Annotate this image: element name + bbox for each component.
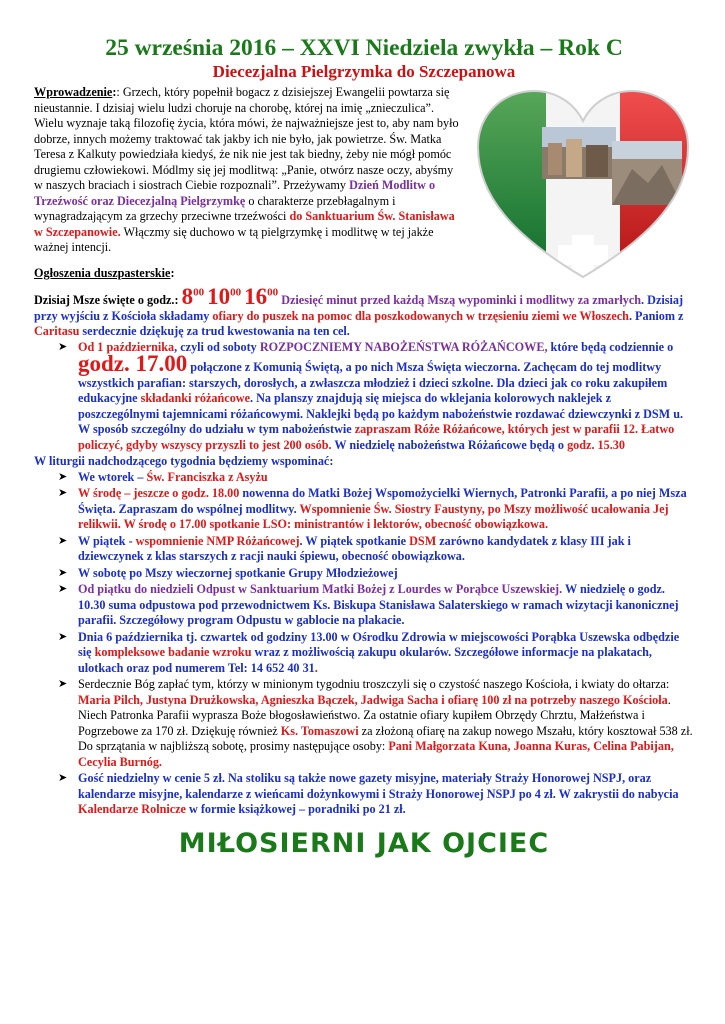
list-item-odpust: ➤ Od piątku do niedzieli Odpust w Sanktuarium Matki Bożej z Lourdes w Porąbce Uszewskiej. W niedzielę o godz. 10.30 suma odpustowa pod przewodnictwem Ks. Biskupa Stanisława Salaterskiego w ramach wizytacji kanonicznej parafii. Szczegółowy program Odpustu w gablocie na plakacie. (58, 582, 679, 627)
mass-time-1: $8^{00}$ (181, 284, 205, 309)
mass-time-3: $16^{00}$ (244, 284, 279, 309)
list-item-saturday: ➤ W sobotę po Mszy wieczornej spotkanie Grupy Młodzieżowej (58, 565, 398, 580)
mass-time-2: $10^{00}$ (207, 284, 242, 309)
intro-text-1: : Grzech, który popełnił bogacz z dzisiejszej Ewangelii powtarza się nieustannie. I dzisiaj wielu ludzi choruje na chorobę, której na imię „znieczulica”. Wielu wyznaje taką filozofię życia, która mówi, że najważniejsze jest to, aby nam było dobrze, innych możemy traktować tak jakby ich nie było, jak powietrze. Św. Matka Teresa z Kalkuty powiedziała kiedyś, że nik nie jest tak biedny, żeby nie mógł pomóc drugiemu człowiekowi. Módlmy się jej modlitwą: „Panie, otwórz nasze oczy, abyśmy w naszych braciach i siostrach Ciebie rozpoznali”. Przeżywamy (34, 85, 459, 192)
arrow-icon: ➤ (58, 772, 68, 784)
list-item-guest: ➤ Gość niedzielny w cenie 5 zł. Na stoliku są także nowe gazety misyjne, materiały Straży Honorowej NSPJ, oraz kalendarze misyjne, kalendarze z wieńcami dożynkowymi i Straży Honorowej NSPJ po 4 zł. W zakrystii do nabycia Kalendarze Rolnicze w formie książkowej – poradniki po 21 zł. (58, 771, 679, 816)
intro-paragraph: Wprowadzenie:: Grzech, który popełnił bogacz z dzisiejszej Ewangelii powtarza się nieustannie. I dzisiaj wielu ludzi choruje na chorobę, której na imię „znieczulica”. Wielu wyznaje taką filozofię życia, która mówi, że najważniejsze jest to, aby nam było dobrze, innych możemy traktować tak jakby ich nie było, jak powietrze. Św. Matka Teresa z Kalkuty powiedziała kiedyś, że nik nie jest tak biedny, żeby nie mógł pomóc drugiemu człowiekowi. Módlmy się jej modlitwą: „Panie, otwórz nasze oczy, abyśmy w naszych braciach i siostrach Ciebie rozpoznali”. Przeżywamy Dzień Modlitw o Trzeźwość oraz Diecezjalną Pielgrzymkę o charakterze przebłagalnym i wynagradzającym za grzechy przeciwne trzeźwości do Sanktuarium Św. Stanisława w Szczepanowie. Włączmy się duchowo w tą pielgrzymkę i modlitwę w tej jakże ważnej intencji. (34, 85, 459, 254)
footer-motto: MIŁOSIERNI JAK OJCIEC (178, 827, 550, 859)
intro-highlight-1: Dzień Modlitw o Trzeźwość oraz Diecezjalną Pielgrzymkę (34, 178, 436, 208)
rosary-time: godz. 17.00 (78, 351, 188, 376)
list-item-wednesday: ➤ W środę – jeszcze o godz. 18.00 nowenna do Matki Bożej Wspomożycielki Wiernych, Patronki Parafii, a po niej Msza Święta. Zapraszam do wspólnej modlitwy. Wspomnienie Św. Siostry Faustyny, po Mszy możliwość ucałowania Jej relikwii. W środę o 17.00 spotkanie LSO: ministrantów i lektorów, obecność obowiązkowa. (58, 486, 687, 531)
arrow-icon: ➤ (58, 340, 68, 353)
list-item-tuesday: ➤ We wtorek – Św. Franciszka z Asyżu (58, 469, 268, 484)
collection-cause: ofiary do puszek na pomoc dla poszkodowanych w trzęsieniu ziemi we Włoszech (212, 308, 629, 323)
arrow-icon: ➤ (58, 566, 68, 579)
italy-heart-image (472, 85, 694, 285)
page-title: 25 września 2016 – XXVI Niedziela zwykła – Rok C (105, 35, 623, 61)
list-item-friday: ➤ W piątek - wspomnienie NMP Różańcowej. W piątek spotkanie DSM zarówno kandydatek z klasy III jak i dziewczynek z klas starszych z racji nauki śpiewu, obecność obowiązkowa. (58, 533, 631, 563)
arrow-icon: ➤ (58, 487, 68, 499)
bulletin-page (34, 34, 694, 859)
mass-times-paragraph: Dzisiaj Msze święte o godz.: $8^{00}$ $10^{00}$ $16^{00}$ Dziesięć minut przed każdą Mszą wypominki i modlitwy za zmarłych. Dzisiaj przy wyjściu z Kościoła składamy ofiary do puszek na pomoc dla poszkodowanych w trzęsieniu ziemi we Włoszech. Paniom z Caritasu serdecznie dziękuję za trud kwestowania na ten cel. (34, 284, 684, 338)
arrow-icon: ➤ (58, 630, 68, 643)
intro-label: Wprowadzenie (34, 85, 113, 99)
announcements-heading: Ogłoszenia duszpasterskie: (34, 265, 175, 280)
list-item-rosary: ➤ Od 1 października, czyli od soboty ROZPOCZNIEMY NABOŻEŃSTWA RÓŻAŃCOWE, które będą codziennie o godz. 17.00 połączone z Komunią Świętą, a po nich Msza Święta wieczorna. Zachęcam do tej modlitwy wszystkich parafian: starszych, dorosłych, a zwłaszcza młodzież i dzieci szkolne. Dla dzieci jak co roku zakupiłem edukacyjne składanki różańcowe. Na planszy znajdują się miejsca do wklejania kolorowych naklejek z poszczególnymi tajemnicami różańcowymi. Naklejki będą po każdym nabożeństwie rozdawać dziewczynki z DSM u. W sposób szczególny do udziału w tym nabożeństwie zapraszam Róże Różańcowe, których jest w parafii 12. Łatwo policzyć, gdyby wszyscy przyszli to jest 200 osób. W niedzielę nabożeństwa Różańcowe będą o godz. 15.30 (58, 339, 684, 452)
list-item-thanks: ➤ Serdecznie Bóg zapłać tym, którzy w minionym tygodniu troszczyli się o czystość naszego Kościoła, i kwiaty do ołtarza: Maria Pilch, Justyna Drużkowska, Agnieszka Bączek, Jadwiga Sacha i ofiarę 100 zł na potrzeby naszego Kościoła. Niech Patronka Parafii wyprasza Boże błogosławieństwo. Za ostatnie ofiary kupiłem Obrzędy Chrztu, Małżeństwa i Pogrzebowe za 170 zł. Dziękuję również Ks. Tomaszowi za złożoną ofiarę na zakup nowego Mszału, który kosztował 538 zł. Do sprzątania w najbliższą sobotę, prosimy następujące osoby: Pani Małgorzata Kuna, Joanna Kuras, Celina Pabijan, Cecylia Burnóg. (58, 677, 693, 769)
week-list (34, 470, 694, 818)
intro-highlight-2: do Sanktuarium Św. Stanisława w Szczepanowie. (34, 209, 455, 239)
arrow-icon: ➤ (58, 583, 68, 595)
intro-text-3: Włączmy się duchowo w tą pielgrzymkę i modlitwę w tej jakże ważnej intencji. (34, 224, 434, 254)
intro-section (34, 85, 694, 256)
page-subtitle: Diecezjalna Pielgrzymka do Szczepanowa (212, 62, 516, 81)
arrow-icon: ➤ (58, 534, 68, 547)
mass-label: Dzisiaj Msze święte o godz.: (34, 293, 179, 307)
mass-note: Dziesięć minut przed każdą Mszą wypominki i modlitwy za zmarłych (278, 293, 642, 307)
intro-text-2: o charakterze przebłagalnym i wynagradzającym za grzechy przeciwne trzeźwości (34, 193, 396, 223)
list-item-health: ➤ Dnia 6 października tj. czwartek od godziny 13.00 w Ośrodku Zdrowia w miejscowości Porąbka Uszewska odbędzie się kompleksowe badanie wzroku wraz z możliwością zakupu okularów. Szczegółowe informacje na plakatach, ulotkach oraz pod numerem Tel: 14 652 40 31. (58, 629, 680, 675)
arrow-icon: ➤ (58, 678, 68, 690)
caritas: Caritasu (34, 324, 80, 338)
announcement-list-rosary (34, 340, 694, 454)
arrow-icon: ➤ (58, 470, 68, 483)
week-heading: W liturgii nadchodzącego tygodnia będziemy wspominać: (34, 454, 334, 468)
